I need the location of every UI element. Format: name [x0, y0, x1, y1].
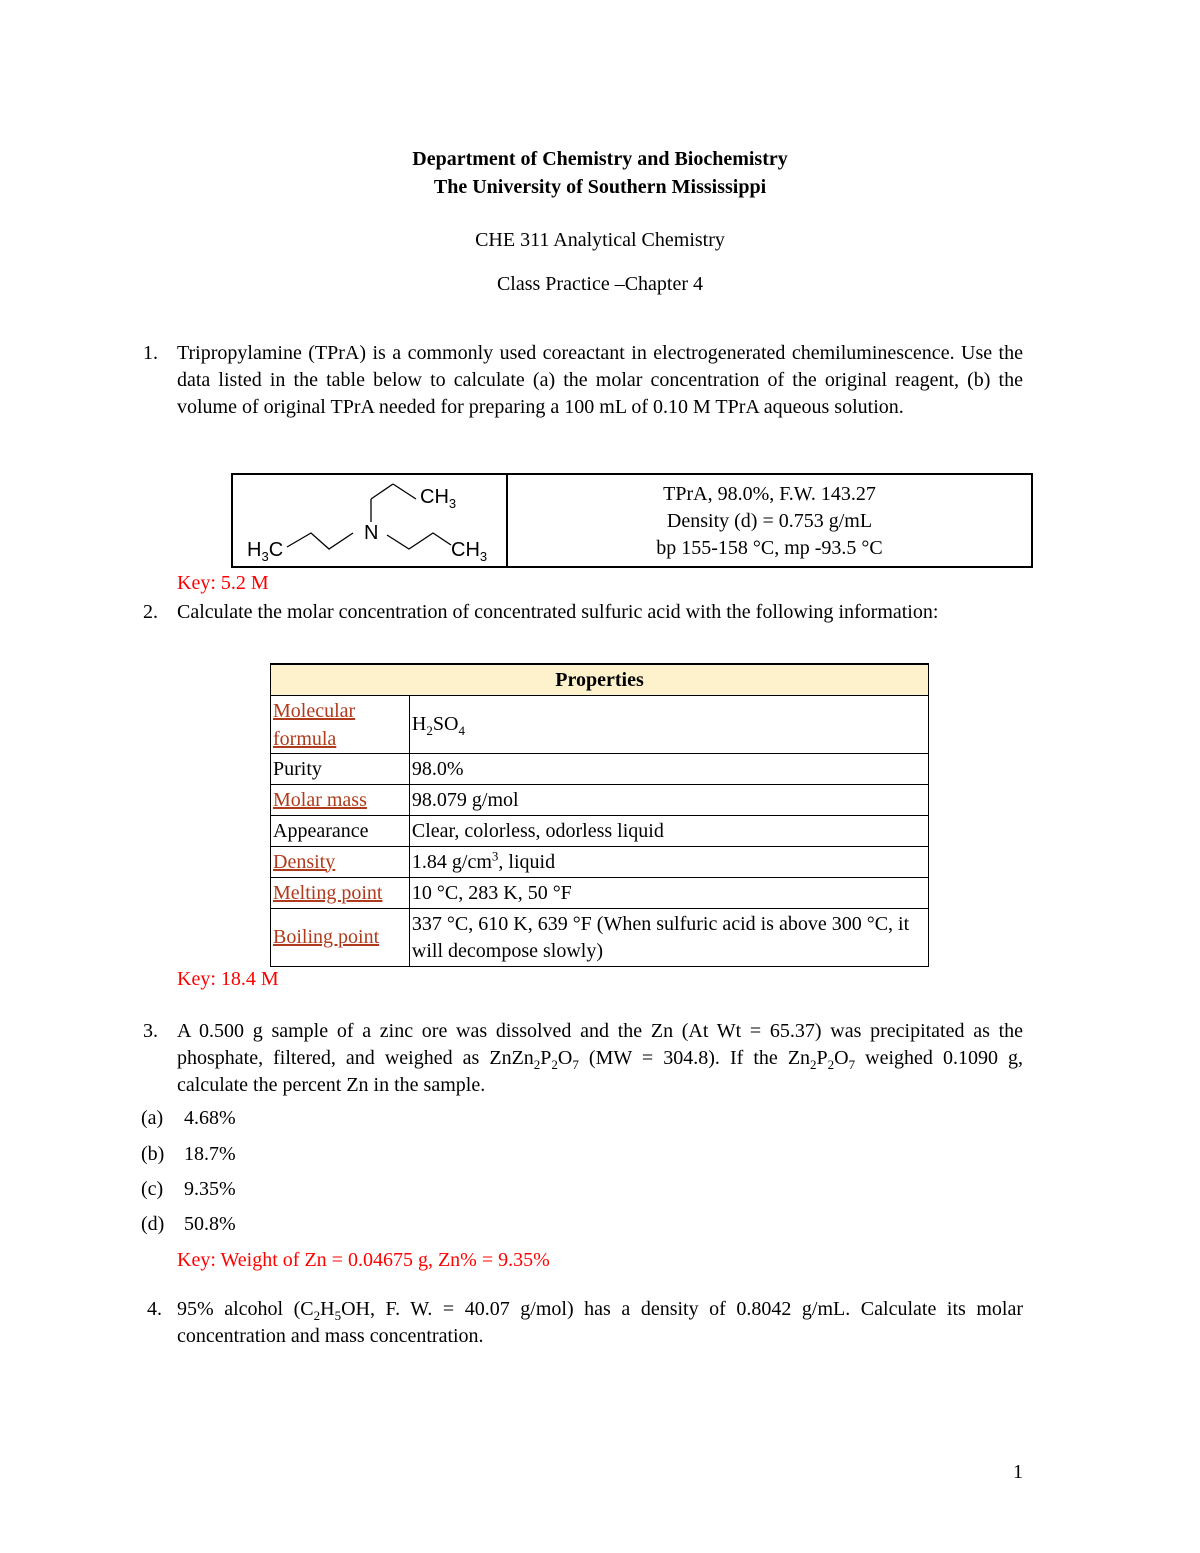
property-value: 98.079 g/mol — [409, 785, 928, 816]
h3c-label: $H_3C$ — [247, 539, 284, 564]
ch3-top-label: $CH_3$ — [420, 486, 457, 511]
table-row — [271, 696, 929, 754]
question-number: 3. — [143, 1020, 158, 1042]
question-1 — [143, 340, 1023, 421]
nitrogen-label: N — [364, 522, 379, 544]
property-value: 98.0% — [409, 754, 928, 785]
property-label — [271, 909, 410, 967]
department-title: Department of Chemistry and Biochemistry — [412, 148, 788, 170]
question-text: 95% alcohol ($C_2H_5OH$, F. W. = 40.07 g/mol) has a density of 0.8042 g/mL. Calculate its molar concentration and mass concentration. — [177, 1298, 1024, 1347]
question-3 — [143, 1018, 1023, 1099]
tpra-info-line: Density (d) = 0.753 g/mL — [666, 510, 873, 532]
answer-key-2: Key: 18.4 M — [177, 968, 279, 990]
answer-option-d: (d) 50.8% — [141, 1213, 236, 1235]
property-label — [271, 878, 410, 909]
table-row — [271, 847, 929, 878]
table-row — [271, 878, 929, 909]
table-row — [271, 754, 929, 785]
question-number: 2. — [143, 601, 158, 623]
question-2 — [143, 599, 1023, 626]
property-label — [271, 785, 410, 816]
question-text-part: preparing a 100 mL of 0.10 M TPrA aqueous solution. — [468, 396, 904, 418]
table-row — [271, 785, 929, 816]
table-row — [271, 816, 929, 847]
property-link-molar-mass[interactable]: Molar mass — [273, 788, 367, 811]
property-value: Clear, colorless, odorless liquid — [409, 816, 928, 847]
tpra-info — [508, 481, 1031, 562]
tpra-table — [231, 473, 1033, 568]
property-label: Appearance — [271, 816, 410, 847]
tpra-structure — [233, 475, 506, 566]
answer-option-a: (a) 4.68% — [141, 1107, 236, 1129]
ch3-bottom-label: $CH_3$ — [451, 539, 488, 564]
table-header: Properties — [271, 664, 929, 696]
property-value: $H_2SO_4$ — [409, 696, 928, 754]
property-label — [271, 847, 410, 878]
property-value: 1.84 $g/cm^3$, liquid — [409, 847, 928, 878]
question-text-part: information: — [838, 601, 939, 623]
question-number: 1. — [143, 342, 158, 364]
property-link-boiling-point[interactable]: Boiling point — [273, 926, 380, 948]
tpra-info-line: TPrA, 98.0%, F.W. 143.27 — [663, 483, 876, 505]
answer-option-b: (b) 18.7% — [141, 1143, 236, 1165]
question-text-part: Calculate the molar concentration of concentrated sulfuric acid with the following — [177, 601, 834, 623]
property-value: 10 °C, 283 K, 50 °F — [409, 878, 928, 909]
answer-key-1: Key: 5.2 M — [177, 572, 269, 594]
table-row — [271, 909, 929, 967]
question-number: 4. — [147, 1298, 162, 1320]
answer-key-3: Key: Weight of Zn = 0.04675 g, Zn% = 9.35% — [177, 1249, 550, 1271]
tpra-info-line: bp 155-158 °C, mp -93.5 °C — [656, 537, 883, 559]
property-value: 337 °C, 610 K, 639 °F (When sulfuric acid is above 300 °C, it will decompose slowly) — [409, 909, 928, 967]
property-link-melting-point[interactable]: Melting point — [273, 881, 383, 904]
page-number: 1 — [1013, 1461, 1023, 1483]
course-title: CHE 311 Analytical Chemistry — [475, 229, 725, 251]
property-link-molecular-formula[interactable]: Molecular formula — [273, 699, 356, 750]
property-link-density[interactable]: Density — [273, 850, 336, 873]
question-4 — [147, 1296, 1023, 1350]
answer-option-c: (c) 9.35% — [141, 1178, 236, 1200]
question-text — [177, 599, 1023, 626]
question-text — [177, 340, 1023, 421]
question-text: A 0.500 g sample of a zinc ore was dissolved and the Zn (At Wt = 65.37) was precipitated as the phosphate, filtered, and weighed as $ZnZn_2P_2O_7$ (MW = 304.8). If the $Zn_2P_2O_7$ weighed 0.1090 g, calculate the percent Zn in the sample. — [177, 1020, 1023, 1096]
property-label: Purity — [271, 754, 410, 785]
question-text-part: Tripropylamine (TPrA) is a commonly used coreactant in electrogenerated chemiluminescence. Use the data listed in the table below to calculate (a) the molar concentration of the original reagent, (b) the volume of original TPrA needed for — [177, 342, 1023, 418]
university-title: The University of Southern Mississippi — [433, 176, 767, 198]
sulfuric-acid-properties-table — [270, 663, 929, 967]
practice-title: Class Practice –Chapter 4 — [496, 273, 704, 295]
property-label — [271, 696, 410, 754]
